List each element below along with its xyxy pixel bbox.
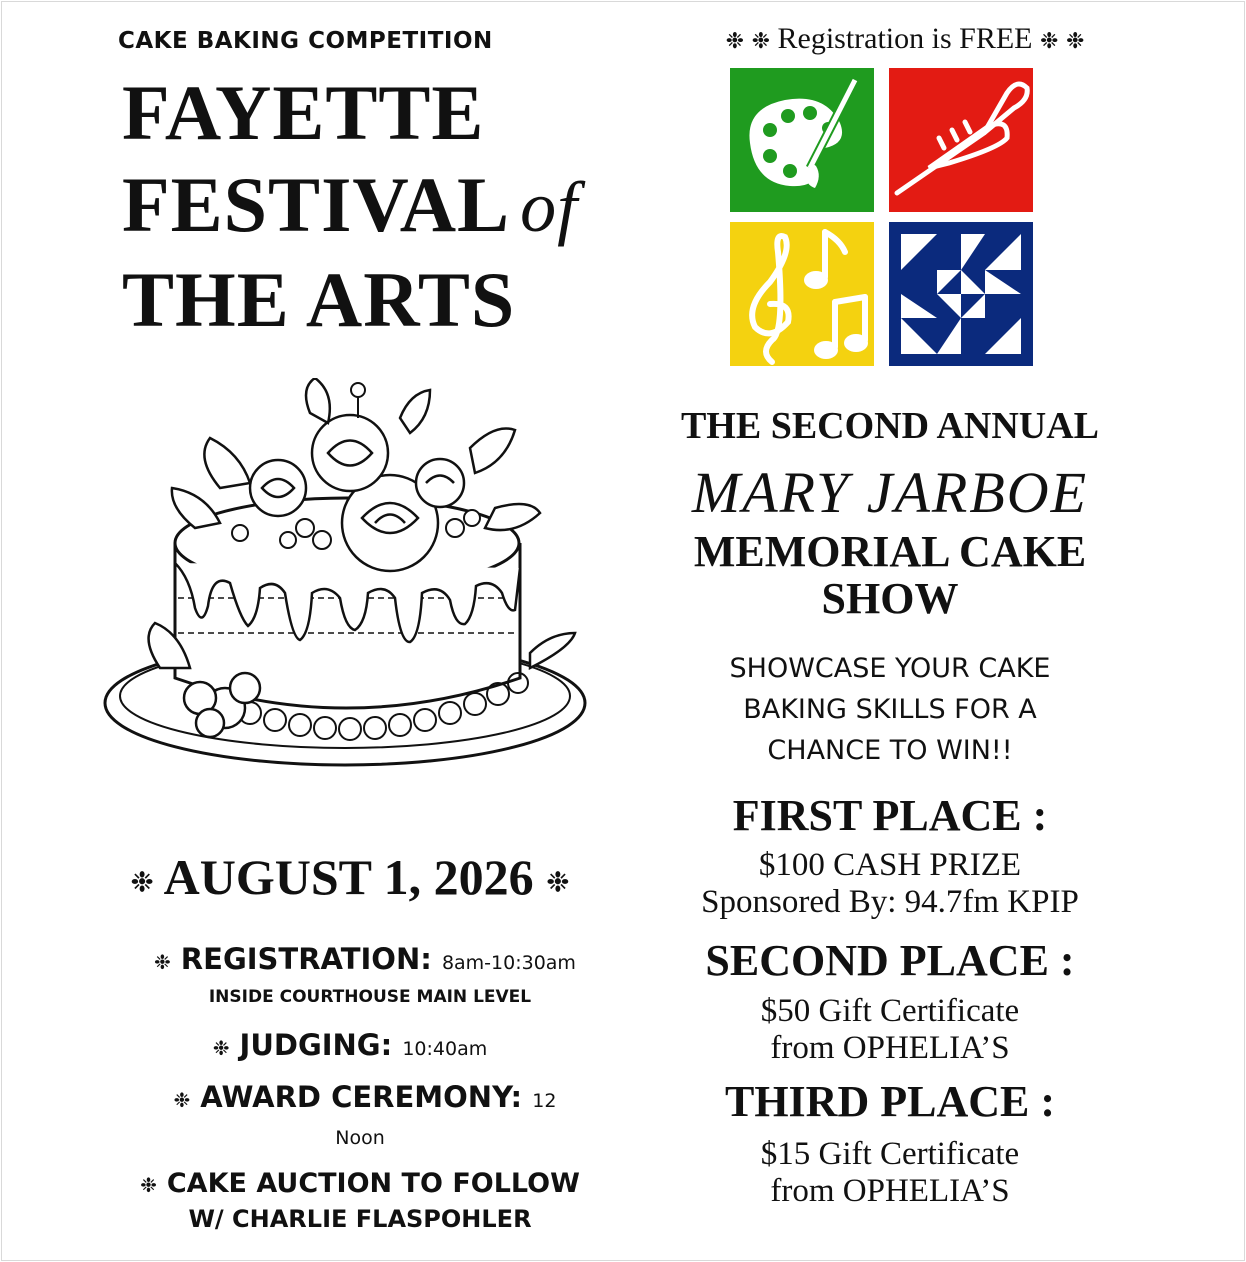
schedule-auction (110, 1168, 610, 1199)
title-line-1: FAYETTE (122, 69, 485, 156)
second-place-prize-line-2: from OPHELIA’S (770, 1030, 1010, 1066)
title-festival: FESTIVAL (122, 161, 511, 248)
ornament-icon: ❉ (751, 28, 770, 53)
registration-free-banner (690, 22, 1120, 56)
event-date: AUGUST 1, 2026 (163, 849, 534, 905)
ornament-icon: ❉ (154, 950, 171, 974)
award-time: 12 (532, 1090, 557, 1112)
first-place-prize (640, 847, 1140, 921)
schedule-judging (150, 1028, 550, 1062)
trumpet-icon (889, 68, 1033, 212)
first-place-heading: FIRST PLACE : (732, 791, 1048, 840)
title-line-2 (122, 161, 579, 248)
judging-time: 10:40am (402, 1038, 488, 1060)
show-title-line-1: MEMORIAL CAKE (693, 527, 1087, 576)
ornament-icon: ❉ (130, 867, 154, 899)
pitch-line-2: BAKING SKILLS FOR A (743, 694, 1037, 725)
award-label: AWARD CEREMONY: (200, 1080, 523, 1114)
second-annual-heading: THE SECOND ANNUAL (680, 405, 1100, 447)
second-place-heading: SECOND PLACE : (705, 936, 1075, 985)
show-name: MARY JARBOE (691, 460, 1089, 525)
ornament-icon: ❉ (140, 1173, 157, 1197)
ornament-icon: ❉ (212, 1036, 230, 1060)
show-title-line-2: SHOW (821, 574, 959, 623)
first-place-sponsor: Sponsored By: 94.7fm KPIP (701, 884, 1079, 920)
pitch-line-3: CHANCE TO WIN!! (767, 735, 1013, 766)
quilt-star-tile (889, 222, 1033, 366)
show-title (640, 528, 1140, 622)
third-place-prize (640, 1136, 1140, 1210)
registration-label: REGISTRATION: (180, 942, 432, 976)
cake-illustration (100, 378, 600, 808)
second-place-prize-line-1: $50 Gift Certificate (760, 993, 1020, 1029)
music-notes-tile (730, 222, 874, 366)
third-place-prize-line-1: $15 Gift Certificate (760, 1136, 1020, 1172)
trumpet-tile (889, 68, 1033, 212)
second-place-prize (640, 993, 1140, 1067)
quilt-block-icon (889, 222, 1033, 366)
registration-location: INSIDE COURTHOUSE MAIN LEVEL (208, 987, 532, 1007)
ornament-icon: ❉ (546, 867, 570, 899)
title-line-3: THE ARTS (122, 256, 516, 343)
third-place-heading: THIRD PLACE : (724, 1077, 1056, 1126)
ornament-icon: ❉ (1065, 28, 1085, 53)
ornament-icon: ❉ (725, 28, 745, 53)
title-of: of (520, 167, 579, 247)
first-place-prize-line-1: $100 CASH PRIZE (758, 847, 1022, 883)
registration-time: 8am-10:30am (441, 952, 576, 974)
showcase-pitch (640, 648, 1140, 771)
music-notes-icon (730, 222, 874, 366)
competition-kicker: CAKE BAKING COMPETITION (118, 28, 493, 54)
auction-line-1: CAKE AUCTION TO FOLLOW (166, 1168, 580, 1199)
third-place-prize-line-2: from OPHELIA’S (770, 1173, 1010, 1209)
ornament-icon: ❉ (1040, 28, 1059, 53)
pitch-line-1: SHOWCASE YOUR CAKE (729, 653, 1051, 684)
palette-tile (730, 68, 874, 212)
registration-free-text: Registration is FREE (777, 22, 1033, 55)
schedule-registration (130, 942, 600, 976)
auction-line-2: W/ CHARLIE FLASPOHLER (188, 1205, 532, 1233)
judging-label: JUDGING: (239, 1028, 393, 1062)
ornament-icon: ❉ (173, 1088, 191, 1112)
paint-palette-icon (730, 68, 874, 212)
event-date-row (70, 848, 630, 906)
schedule-award (130, 1080, 600, 1114)
award-time-suffix: Noon (335, 1127, 385, 1149)
